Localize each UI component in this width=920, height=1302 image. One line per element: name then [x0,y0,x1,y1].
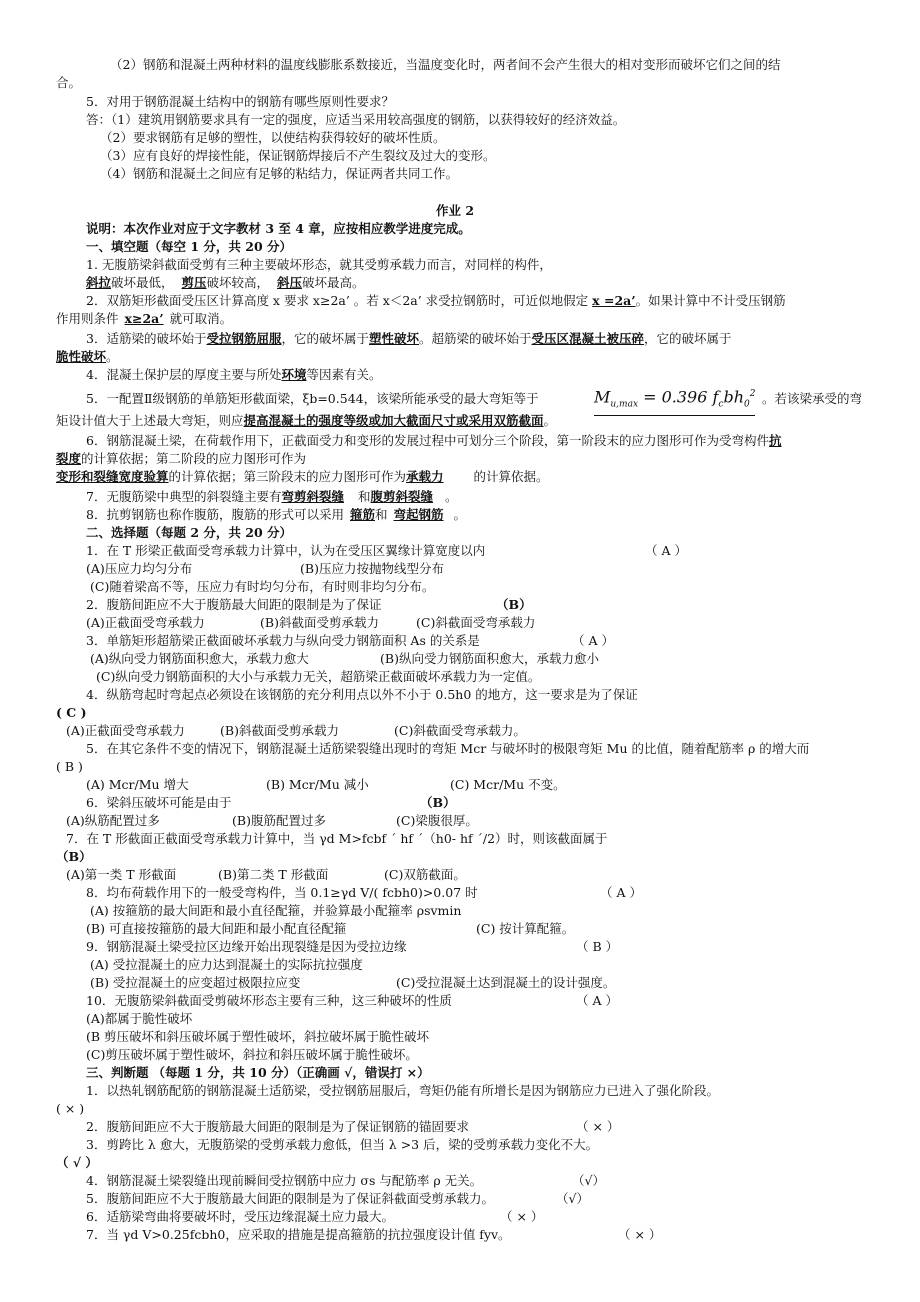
fill-q1-answers: 斜拉破坏最低， 剪压破坏较高， 斜压破坏最高。 [86,275,365,290]
choice-q4: 4．纵筋弯起时弯起点必须设在该钢筋的充分利用点以外不小于 0.5h0 的地方，这一要求是为了保证 [86,687,638,702]
choice-q8-opt-a: (A) 按箍筋的最大间距和最小直径配箍，并验算最小配箍率 ρsvmin [90,903,462,918]
choice-q7-opt-b: (B)第二类 T 形截面 [218,867,329,882]
fill-q4: 4．混凝土保护层的厚度主要与所处环境等因素有关。 [86,367,382,382]
choice-q3: 3．单筋矩形超筋梁正截面破坏承载力与纵向受力钢筋面积 As 的关系是 [86,633,480,648]
answer-blank: 抗 [768,433,782,448]
fill-q3-line2: 脆性破坏。 [56,349,119,364]
choice-q1-opt-b: (B)压应力按抛物线型分布 [300,561,444,576]
answer-blank: 环境 [281,367,307,382]
choice-q10-opt-b: (B 剪压破坏和斜压破坏属于塑性破坏，斜拉破坏属于脆性破坏 [86,1029,430,1044]
judge-q2-answer: （ × ） [576,1119,620,1134]
choice-q1-opt-a: (A)压应力均匀分布 [86,561,193,576]
judge-q3-answer: （ √ ） [56,1155,98,1170]
prev-q5: 5．对用于钢筋混凝土结构中的钢筋有哪些原则性要求？ [86,94,394,109]
choice-q2: 2．腹筋间距应不大于腹筋最大间距的限制是为了保证 [86,597,382,612]
choice-q9-opt-c: (C)受拉混凝土达到混凝土的设计强度。 [396,975,616,990]
choice-q7-opt-a: (A)第一类 T 形截面 [66,867,177,882]
choice-q3-answer: （ A ） [572,633,614,648]
choice-q2-answer: （B） [496,597,532,612]
choice-q8: 8．均布荷载作用下的一般受弯构件，当 0.1≥γd V/( fcbh0)>0.07 时 [86,885,478,900]
fill-q6-line3: 变形和裂缝宽度验算的计算依据；第三阶段末的应力图形可作为承载力 的计算依据。 [56,469,549,484]
choice-q6-opt-b: (B)腹筋配置过多 [232,813,326,828]
fill-q1: 1. 无腹筋梁斜截面受剪有三种主要破坏形态，就其受剪承载力而言，对同样的构件， [86,257,552,272]
choice-q3-opt-a: (A)纵向受力钢筋面积愈大，承载力愈大 [90,651,309,666]
choice-q10-answer: （ A ） [576,993,618,1008]
hw2-title: 作业 2 [436,203,475,218]
choice-q4-opt-b: (B)斜截面受剪承载力 [220,723,339,738]
fill-q8: 8．抗剪钢筋也称作腹筋，腹筋的形式可以采用 箍筋和 弯起钢筋 。 [86,507,467,522]
choice-q5-opt-b: (B) Mcr/Mu 减小 [266,777,369,792]
answer-blank: 脆性破坏 [56,349,107,364]
answer-blank: 塑性破坏 [369,331,420,346]
formula-mu-max: $M_{u,max} = 0.396$ $f_cbh_0^2$ [594,384,755,416]
prev-q5-a3: （3）应有良好的焊接性能，保证钢筋焊接后不产生裂纹及过大的变形。 [100,148,496,163]
choice-q9-opt-b: (B) 受拉混凝土的应变超过极限拉应变 [90,975,301,990]
fill-q5-line1-end: 。若该梁承受的弯 [762,391,863,406]
fill-q2-line2: 作用则条件 x≥2a’ 就可取消。 [56,311,233,326]
choice-q4-opt-c: (C)斜截面受弯承载力。 [394,723,526,738]
judge-q7: 7．当 γd V>0.25fcbh0，应采取的措施是提高箍筋的抗拉强度设计值 fyv。 [86,1227,511,1242]
fill-q5-line1: 5．一配置Ⅱ级钢筋的单筋矩形截面梁，ξb=0.544，该梁所能承受的最大弯矩等于 [86,391,539,406]
fill-q2-line1: 2．双筋矩形截面受压区计算高度 x 要求 x≥2a’ 。若 x＜2a’ 求受拉钢筋时，可近似地假定 x =2a’。如果计算中不计受压钢筋 [86,293,786,308]
choice-q5: 5．在其它条件不变的情况下，钢筋混凝土适筋梁裂缝出现时的弯矩 Mcr 与破坏时的极限弯矩 Mu 的比值，随着配筋率 ρ 的增大而 [86,741,810,756]
fill-q6-line1: 6．钢筋混凝土梁，在荷载作用下，正截面受力和变形的发展过程中可划分三个阶段，第一阶段末的应力图形可作为受弯构件抗 [86,433,782,448]
fill-q3-line1: 3．适筋梁的破坏始于受拉钢筋屈服，它的破坏属于塑性破坏。超筋梁的破坏始于受压区混凝土被压碎，它的破坏属于 [86,331,732,346]
judge-q6-answer: （ × ） [500,1209,544,1224]
choice-q4-answer: ( C ) [56,705,87,720]
fill-q6-line2: 裂度的计算依据；第二阶段的应力图形可作为 [56,451,307,466]
choice-q7-answer: （B） [56,849,92,864]
judge-q6: 6．适筋梁弯曲将要破坏时，受压边缘混凝土应力最大。 [86,1209,394,1224]
choice-q2-opt-c: (C)斜截面受弯承载力 [416,615,536,630]
fill-q5-line2: 矩设计值大于上述最大弯矩，则应提高混凝土的强度等级或加大截面尺寸或采用双筋截面。 [56,413,557,428]
answer-blank: x =2a’ [592,293,636,308]
judge-q1: 1．以热轧钢筋配筋的钢筋混凝土适筋梁，受拉钢筋屈服后，弯矩仍能有所增长是因为钢筋应力已进入了强化阶段。 [86,1083,719,1098]
answer-blank: 受拉钢筋屈服 [206,331,282,346]
section-judge-title: 三、判断题 （每题 1 分，共 10 分）（正确画 √，错误打 ×） [86,1065,430,1080]
choice-q2-opt-a: (A)正截面受弯承载力 [86,615,205,630]
answer-blank: 裂度 [56,451,82,466]
judge-q5: 5．腹筋间距应不大于腹筋最大间距的限制是为了保证斜截面受剪承载力。 [86,1191,494,1206]
answer-blank: 斜压 [277,275,303,290]
prev-q4-p2-a: （2）钢筋和混凝土两种材料的温度线膨胀系数接近，当温度变化时，两者间不会产生很大的相对变形而破坏它们之间的结 [110,57,781,72]
answer-blank: 承载力 [406,469,444,484]
prev-q5-a2: （2）要求钢筋有足够的塑性，以使结构获得较好的破坏性质。 [100,130,446,145]
choice-q5-opt-a: (A) Mcr/Mu 增大 [86,777,189,792]
judge-q2: 2．腹筋间距应不大于腹筋最大间距的限制是为了保证钢筋的锚固要求 [86,1119,469,1134]
choice-q8-opt-c: (C) 按计算配箍。 [476,921,575,936]
choice-q3-opt-c: (C)纵向受力钢筋面积的大小与承载力无关，超筋梁正截面破坏承载力为一定值。 [96,669,541,684]
judge-q5-answer: （√） [556,1191,589,1206]
choice-q1: 1．在 T 形梁正截面受弯承载力计算中，认为在受压区翼缘计算宽度以内 [86,543,486,558]
choice-q4-opt-a: (A)正截面受弯承载力 [66,723,185,738]
answer-blank: 弯剪斜裂缝 [281,489,344,504]
choice-q9: 9．钢筋混凝土梁受拉区边缘开始出现裂缝是因为受拉边缘 [86,939,407,954]
choice-q5-opt-c: (C) Mcr/Mu 不变。 [450,777,566,792]
prev-q4-p2-b: 合。 [56,75,82,90]
hw2-note: 说明：本次作业对应于文字教材 3 至 4 章，应按相应教学进度完成。 [86,221,471,236]
choice-q10: 10．无腹筋梁斜截面受剪破坏形态主要有三种，这三种破坏的性质 [86,993,452,1008]
choice-q5-answer: ( B ) [56,759,83,774]
answer-blank: 箍筋 [349,507,375,522]
section-choice-title: 二、选择题（每题 2 分，共 20 分） [86,525,293,540]
judge-q4-answer: （√） [572,1173,605,1188]
prev-q5-a4: （4）钢筋和混凝土之间应有足够的粘结力，保证两者共同工作。 [100,166,458,181]
choice-q6-opt-c: (C)梁腹很厚。 [396,813,478,828]
fill-q7: 7．无腹筋梁中典型的斜裂缝主要有弯剪斜裂缝 和腹剪斜裂缝 。 [86,489,458,504]
judge-q1-answer: ( × ) [56,1101,85,1116]
answer-blank: 弯起钢筋 [393,507,444,522]
answer-blank: 腹剪斜裂缝 [370,489,434,504]
answer-blank: 受压区混凝土被压碎 [531,331,645,346]
choice-q6-opt-a: (A)纵筋配置过多 [66,813,160,828]
answer-blank: 剪压 [181,275,207,290]
choice-q7-opt-c: (C)双筋截面。 [384,867,466,882]
section-fill-title: 一、填空题（每空 1 分，共 20 分） [86,239,293,254]
choice-q9-opt-a: (A) 受拉混凝土的应力达到混凝土的实际抗拉强度 [90,957,363,972]
choice-q7: 7．在 T 形截面正截面受弯承载力计算中，当 γd M>fcbf ´ hf ´（h0- hf ´/2）时，则该截面属于 [66,831,608,846]
choice-q10-opt-a: (A)都属于脆性破坏 [86,1011,193,1026]
choice-q6: 6．梁斜压破坏可能是由于 [86,795,232,810]
choice-q10-opt-c: (C)剪压破坏属于塑性破坏，斜拉和斜压破坏属于脆性破坏。 [86,1047,418,1062]
choice-q2-opt-b: (B)斜截面受剪承载力 [260,615,379,630]
prev-q5-a1: 答：（1）建筑用钢筋要求具有一定的强度，应适当采用较高强度的钢筋，以获得较好的经济效益。 [86,112,626,127]
choice-q6-answer: （B） [420,795,456,810]
judge-q7-answer: （ × ） [618,1227,662,1242]
answer-blank: 斜拉 [86,275,112,290]
answer-blank: 变形和裂缝宽度验算 [56,469,169,484]
choice-q8-opt-b: (B) 可直接按箍筋的最大间距和最小配直径配箍 [86,921,347,936]
judge-q3: 3．剪跨比 λ 愈大，无腹筋梁的受剪承载力愈低，但当 λ >3 后，梁的受剪承载力变化不大。 [86,1137,599,1152]
choice-q1-opt-c: (C)随着梁高不等，压应力有时均匀分布，有时则非均匀分布。 [90,579,435,594]
choice-q8-answer: （ A ） [600,885,642,900]
judge-q4: 4．钢筋混凝土梁裂缝出现前瞬间受拉钢筋中应力 σs 与配筋率 ρ 无关。 [86,1173,483,1188]
answer-blank: 提高混凝土的强度等级或加大截面尺寸或采用双筋截面 [243,413,544,428]
choice-q1-answer: （ A ） [645,543,687,558]
choice-q9-answer: （ B ） [576,939,619,954]
choice-q3-opt-b: (B)纵向受力钢筋面积愈大，承载力愈小 [380,651,599,666]
answer-blank: x≥2a’ [124,311,164,326]
